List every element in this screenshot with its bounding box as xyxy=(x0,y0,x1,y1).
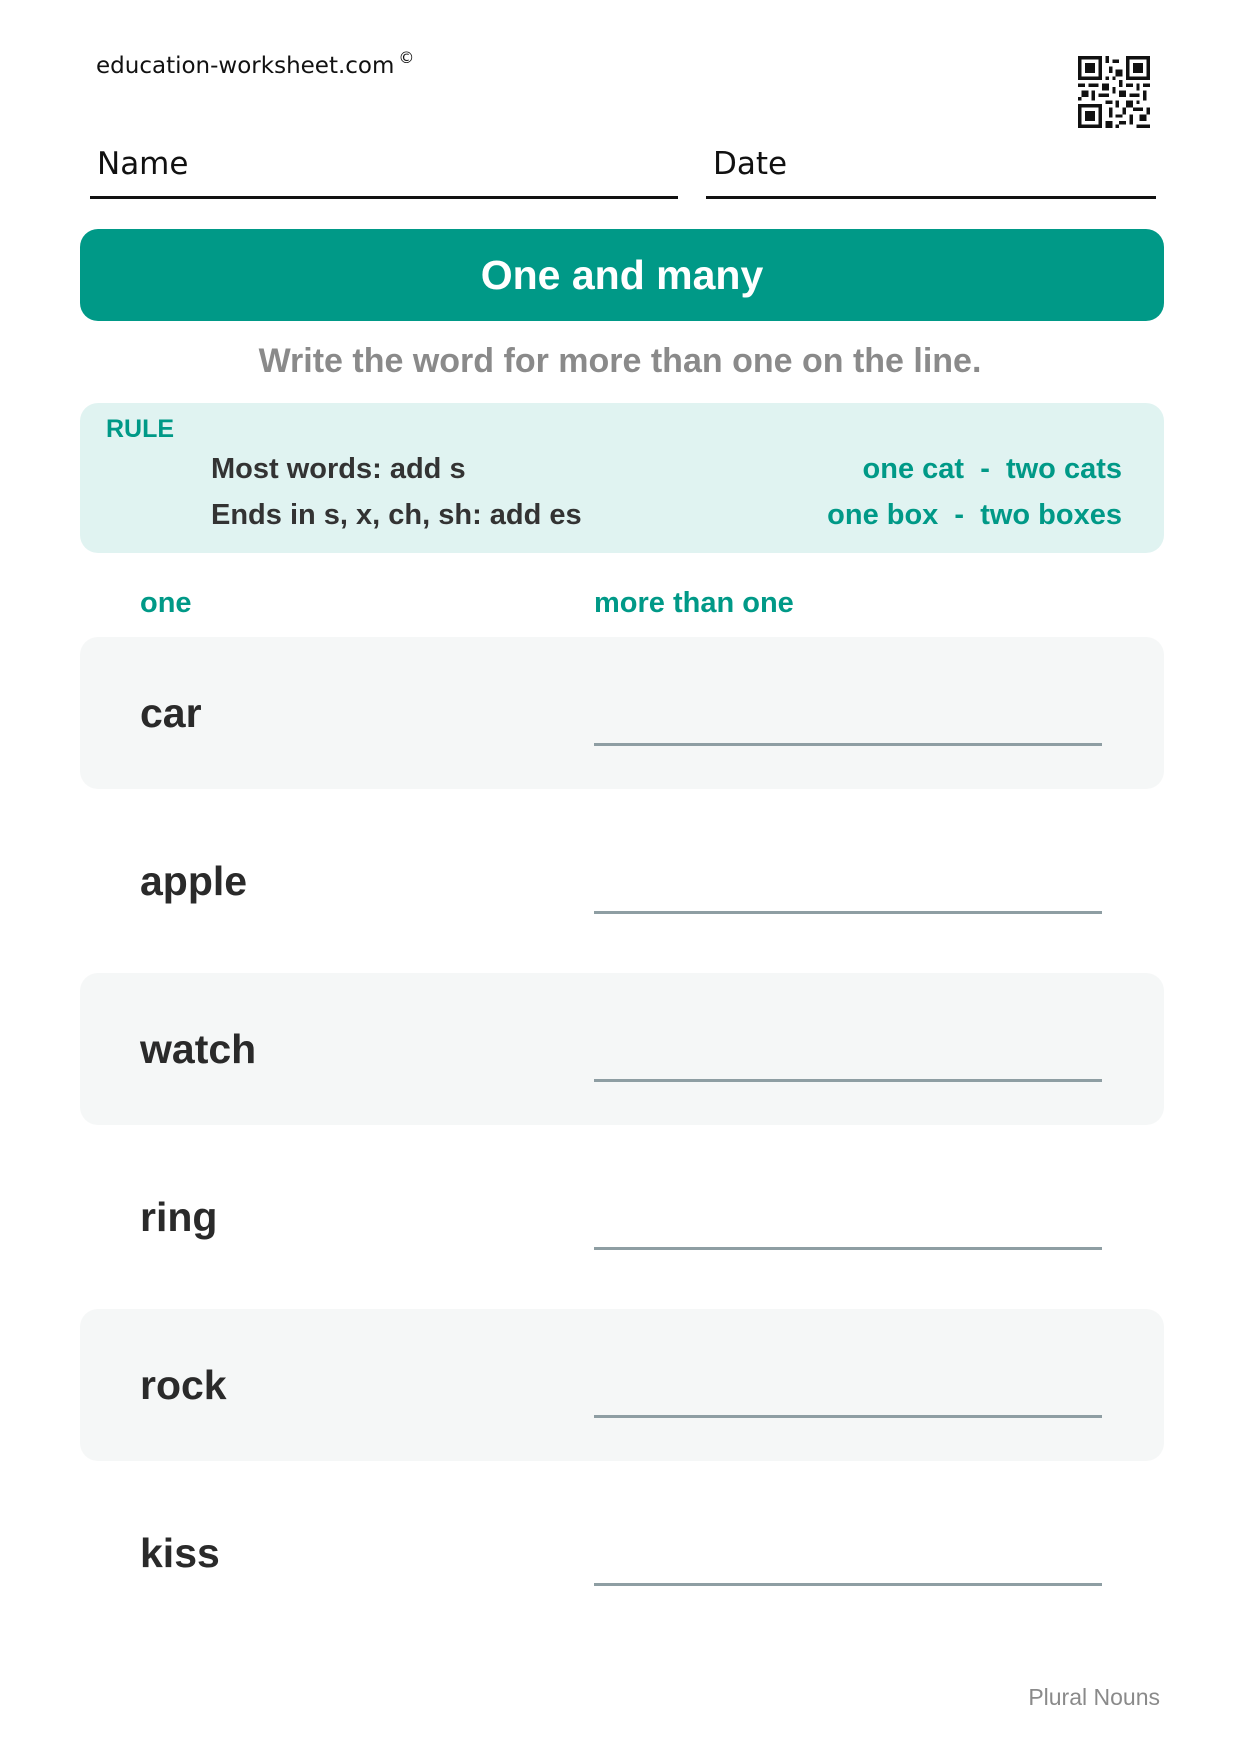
word-row xyxy=(80,805,1164,957)
rule-text: Most words: add s xyxy=(211,453,466,485)
rule-box xyxy=(80,403,1164,553)
answer-line[interactable] xyxy=(594,1079,1102,1082)
rule-row xyxy=(211,499,1122,539)
rule-example: one cat - two cats xyxy=(862,453,1122,485)
answer-line[interactable] xyxy=(594,743,1102,746)
instructions: Write the word for more than one on the line. xyxy=(258,342,982,380)
worksheet-title: One and many xyxy=(80,229,1164,321)
qr-code-icon xyxy=(1078,56,1150,128)
name-label: Name xyxy=(97,146,189,182)
singular-word: kiss xyxy=(140,1530,220,1576)
name-field[interactable] xyxy=(90,138,678,199)
singular-word: ring xyxy=(140,1194,218,1240)
word-row xyxy=(80,1477,1164,1629)
site-brand-text: education-worksheet.com xyxy=(96,53,395,79)
rule-text: Ends in s, x, ch, sh: add es xyxy=(211,499,582,531)
singular-word: watch xyxy=(140,1026,257,1072)
column-header-one: one xyxy=(140,587,192,619)
word-row xyxy=(80,1141,1164,1293)
answer-line[interactable] xyxy=(594,1583,1102,1586)
word-row xyxy=(80,973,1164,1125)
footer-topic: Plural Nouns xyxy=(1028,1684,1160,1710)
word-row xyxy=(80,637,1164,789)
rule-example: one box - two boxes xyxy=(827,499,1122,531)
date-field[interactable] xyxy=(706,138,1156,199)
site-brand xyxy=(96,48,414,79)
singular-word: apple xyxy=(140,858,248,904)
rule-title: RULE xyxy=(106,415,175,443)
date-label: Date xyxy=(713,146,788,182)
singular-word: rock xyxy=(140,1362,227,1408)
singular-word: car xyxy=(140,690,202,736)
column-header-more-than-one: more than one xyxy=(594,587,794,619)
copyright-symbol: © xyxy=(398,48,415,67)
rule-row xyxy=(211,453,1122,493)
answer-line[interactable] xyxy=(594,911,1102,914)
word-row xyxy=(80,1309,1164,1461)
answer-line[interactable] xyxy=(594,1415,1102,1418)
word-list xyxy=(80,637,1164,1645)
answer-line[interactable] xyxy=(594,1247,1102,1250)
